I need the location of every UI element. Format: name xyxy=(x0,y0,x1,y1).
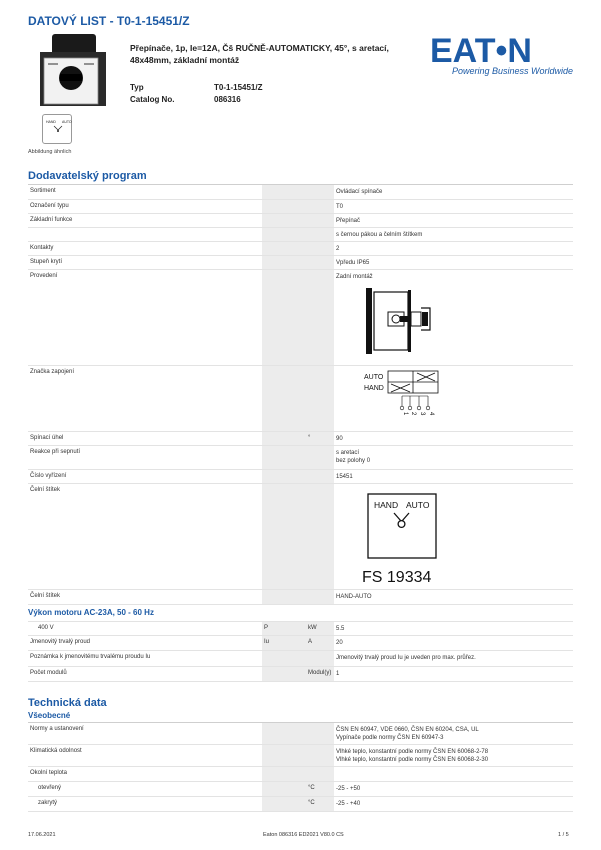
wiring-auto-label: AUTO xyxy=(364,374,384,381)
footer-date: 17.06.2021 xyxy=(28,832,56,838)
table-row: Provedení Zadní montáž xyxy=(28,270,573,366)
section-title-motor: Výkon motoru AC-23A, 50 - 60 Hz xyxy=(28,608,154,617)
table-row: Klimatická odolnost Vlhké teplo, konstantní podle normy ČSN EN 60068-2-78 Vlhké teplo, konstantní podle normy ČSN EN 60068-2-30 xyxy=(28,745,573,767)
front-plate-drawing xyxy=(362,492,446,584)
image-similar-caption: Abbildung ähnlich xyxy=(28,149,72,155)
product-photo xyxy=(38,32,108,108)
terminal-label: 4 xyxy=(428,412,434,416)
thumb-auto-label: AUTO xyxy=(62,120,72,124)
terminal-label: 3 xyxy=(419,412,425,416)
footer-document-id: Eaton 086316 ED2021 V80.0 CS xyxy=(263,832,344,838)
table-row: zakrytý °C -25 - +40 xyxy=(28,797,573,812)
catalog-label: Catalog No. xyxy=(130,95,175,104)
rear-mount-drawing xyxy=(364,286,444,358)
table-row: Číslo vyřízení 15451 xyxy=(28,470,573,484)
wiring-hand-label: HAND xyxy=(364,385,384,392)
front-plate-hand-label: HAND xyxy=(374,500,399,510)
symbol-thumbnail xyxy=(42,114,72,144)
section-title-supplier: Dodavatelský program xyxy=(28,170,147,182)
product-description xyxy=(130,42,410,66)
table-row: Stupeň krytí Vpředu IP65 xyxy=(28,256,573,270)
description-line-1: Přepínače, 1p, Ie=12A, Čš RUČNĚ-AUTOMATICKY, 45°, s aretací, xyxy=(130,43,389,53)
table-row: Normy a ustanovení ČSN EN 60947, VDE 0660, ČSN EN 60204, CSA, UL Vypínače podle normy ČSN EN 60947-3 xyxy=(28,723,573,745)
section-title-technical: Technická data xyxy=(28,697,107,709)
description-line-2: 48x48mm, základní montáž xyxy=(130,55,240,65)
table-row: Spínací úhel ° 90 xyxy=(28,432,573,446)
brand-tagline: Powering Business Worldwide xyxy=(452,66,574,76)
table-row: Čelní štítek HAND AUTO FS 19334 xyxy=(28,484,573,590)
table-row: Základní funkce Přepínač xyxy=(28,214,573,228)
table-row: Sortiment Ovládací spínače xyxy=(28,185,573,200)
table-row: 400 V P kW 5.5 xyxy=(28,621,573,636)
table-row: otevřený °C -25 - +50 xyxy=(28,782,573,797)
table-row: Poznámka k jmenovitému trvalému proudu Iu Jmenovitý trvalý proud Iu je uveden pro max. průřez. xyxy=(28,651,573,667)
type-label: Typ xyxy=(130,83,144,92)
terminal-label: 1 xyxy=(402,412,408,416)
table-row: Počet modulů Modul(y) 1 xyxy=(28,667,573,682)
document-title: DATOVÝ LIST - T0-1-15451/Z xyxy=(28,14,190,28)
front-plate-auto-label: AUTO xyxy=(406,500,430,510)
table-row: Kontakty 2 xyxy=(28,242,573,256)
front-plate-code: FS 19334 xyxy=(362,569,432,584)
table-row: s černou pákou a čelním štítkem xyxy=(28,228,573,242)
table-row: Reakce při sepnutí s aretací bez polohy 0 xyxy=(28,446,573,470)
table-row: Značka zapojení AUTO HAND 1 2 3 4 xyxy=(28,366,573,432)
table-row: Jmenovitý trvalý proud Iu A 20 xyxy=(28,636,573,651)
svg-text:EAT•N: EAT•N xyxy=(430,32,532,70)
type-value: T0-1-15451/Z xyxy=(214,83,263,92)
table-row: Čelní štítek HAND-AUTO xyxy=(28,590,573,605)
terminal-label: 2 xyxy=(410,412,416,416)
table-row: Okolní teplota xyxy=(28,767,573,782)
thumb-hand-label: HAND xyxy=(46,120,56,124)
wiring-diagram xyxy=(362,368,442,430)
table-row: Označení typu T0 xyxy=(28,200,573,214)
footer-page-number: 1 / 5 xyxy=(558,832,569,838)
subsection-general: Všeobecné xyxy=(28,711,71,720)
catalog-value: 086316 xyxy=(214,95,241,104)
